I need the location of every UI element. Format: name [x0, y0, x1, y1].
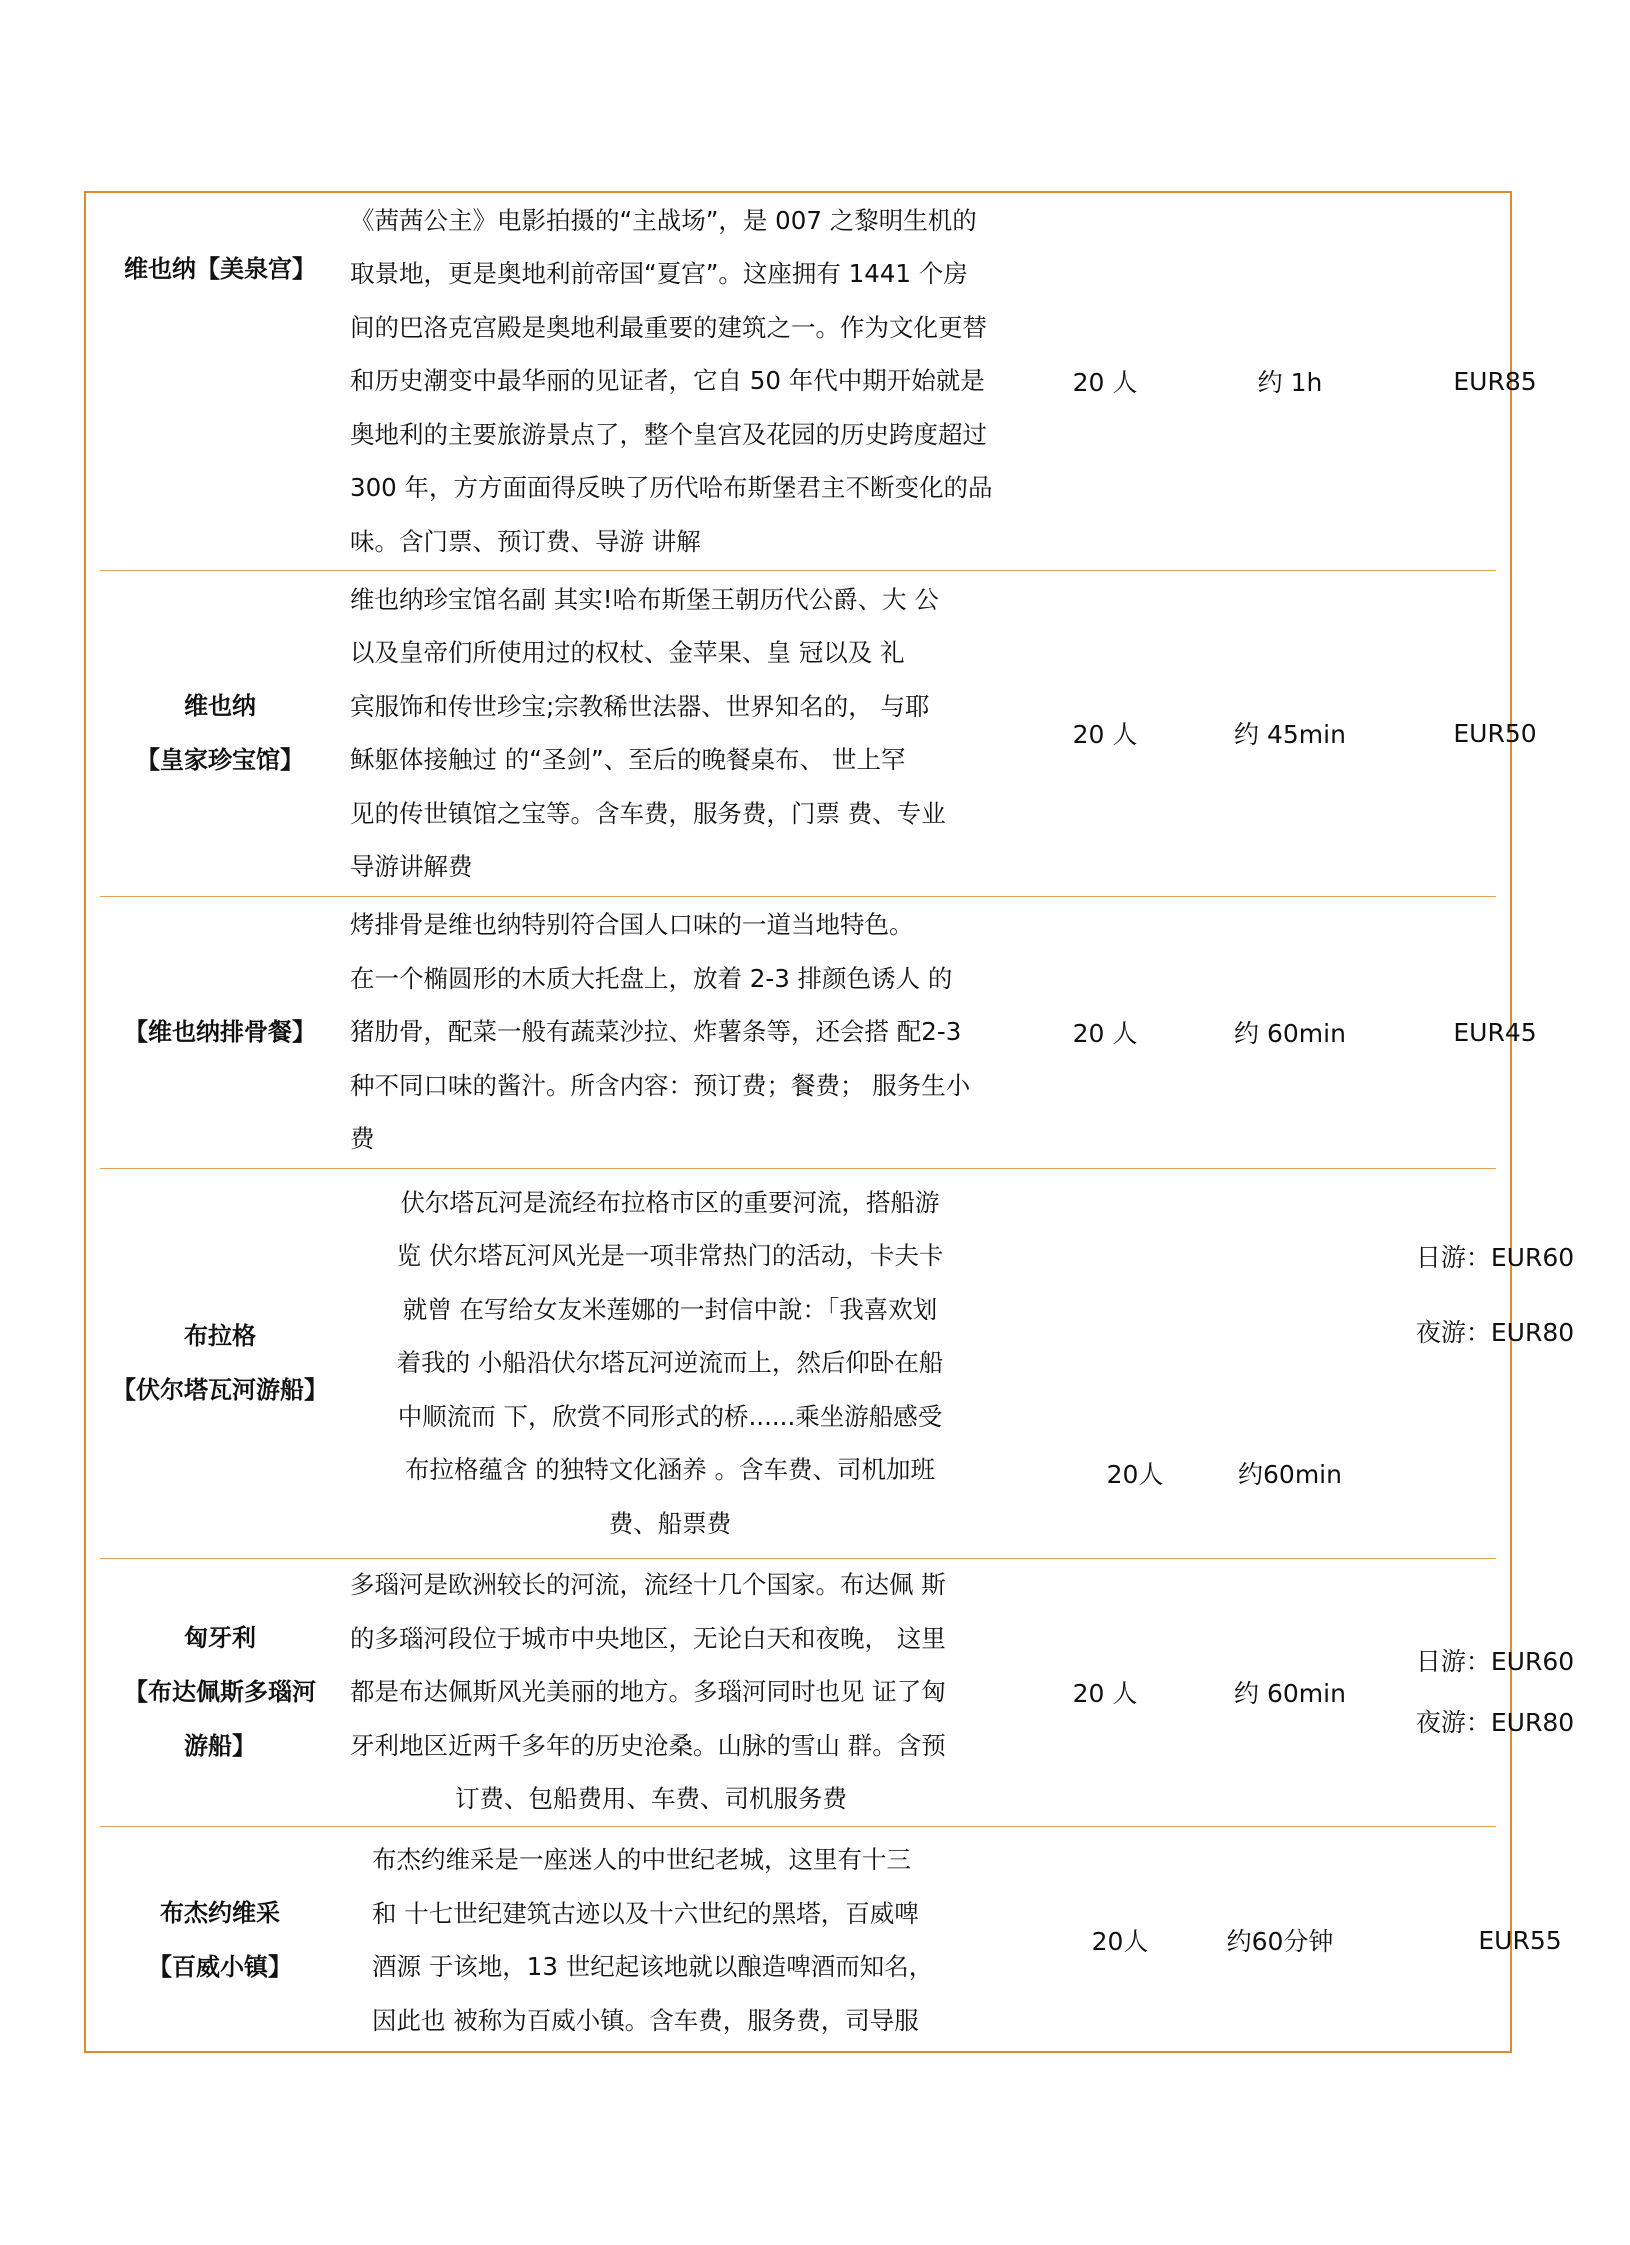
table-row: [100, 1828, 1562, 2052]
description-line: 的多瑙河段位于城市中央地区，无论白天和夜晚， 这里: [350, 1623, 946, 1653]
row-divider: [100, 570, 1496, 571]
attraction-description: [372, 1828, 1012, 2052]
description-line: 见的传世镇馆之宝等。含车费，服务费，门票 费、专业: [350, 798, 946, 828]
description-line: 导游讲解费: [350, 852, 473, 881]
attraction-name-line: 匈牙利: [184, 1624, 256, 1652]
attraction-name: [100, 1170, 340, 1556]
attraction-name-line: 【伏尔塔瓦河游船】: [112, 1376, 328, 1404]
attraction-description: [350, 194, 993, 568]
attraction-name: [100, 1828, 340, 2052]
attraction-name-line: 布杰约维采: [160, 1899, 280, 1927]
price-line: 夜游：EUR80: [1415, 1708, 1575, 1737]
people-count: 20人: [1106, 1460, 1164, 1489]
description-line: 种不同口味的酱汁。所含内容：预订费；餐费； 服务生小: [350, 1070, 971, 1100]
description-line: 和 十七世纪建筑古迹以及十六世纪的黑塔，百威啤: [372, 1898, 919, 1928]
attraction-name: [100, 572, 340, 894]
description-line: 布拉格蕴含 的独特文化涵养 。含车费、司机加班: [404, 1455, 936, 1485]
table-row: [100, 572, 1537, 894]
description-line: 就曾 在写给女友米莲娜的一封信中說：「我喜欢划: [402, 1294, 938, 1324]
description-line: 多瑙河是欧洲较长的河流，流经十几个国家。布达佩 斯: [350, 1570, 946, 1600]
table-row: [100, 1170, 1575, 1556]
description-line: 费、船票费: [608, 1508, 732, 1538]
price: [1410, 1828, 1630, 2052]
duration: 约 60min: [1234, 1679, 1346, 1708]
description-line: 中顺流而 下，欣赏不同形式的桥......乘坐游船感受: [397, 1401, 943, 1431]
price-line: EUR55: [1478, 1925, 1562, 1955]
price-line: EUR45: [1453, 1017, 1537, 1047]
attraction-description: [350, 898, 990, 1166]
description-line: 着我的 小船沿伏尔塔瓦河逆流而上，然后仰卧在船: [396, 1348, 944, 1378]
description-line: 间的巴洛克宫殿是奥地利最重要的建筑之一。作为文化更替: [350, 312, 987, 342]
duration: 约 60min: [1234, 1019, 1346, 1048]
price: [1385, 572, 1605, 894]
attraction-name-line: 游船】: [184, 1732, 256, 1760]
description-line: 稣躯体接触过 的“圣剑”、至后的晚餐桌布、 世上罕: [350, 745, 906, 774]
attraction-name-line: 【维也纳排骨餐】: [124, 1018, 316, 1046]
price-line: 夜游：EUR80: [1415, 1318, 1575, 1347]
attraction-name-line: 维也纳: [184, 692, 256, 720]
description-line: 布杰约维采是一座迷人的中世纪老城，这里有十三: [372, 1845, 911, 1874]
description-line: 酒源 于该地，13 世纪起该地就以酿造啤酒而知名，: [372, 1952, 934, 1981]
row-divider: [100, 1826, 1496, 1827]
description-line: 维也纳珍宝馆名副 其实!哈布斯堡王朝历代公爵、大 公: [350, 584, 939, 614]
description-line: 在一个椭圆形的木质大托盘上，放着 2-3 排颜色诱人 的: [350, 963, 953, 993]
description-line: 宾服饰和传世珍宝;宗教稀世法器、世界知名的， 与耶: [350, 691, 930, 721]
description-line: 猪肋骨，配菜一般有蔬菜沙拉、炸薯条等，还会搭 配2-3: [350, 1017, 962, 1047]
attraction-name: [100, 1560, 340, 1824]
price-line: 日游：EUR60: [1415, 1243, 1575, 1272]
description-line: 和历史潮变中最华丽的见证者，它自 50 年代中期开始就是: [350, 366, 985, 396]
attraction-description: [355, 1170, 985, 1556]
attraction-name-line: 维也纳【美泉宫】: [124, 255, 316, 283]
price-line: 日游：EUR60: [1415, 1647, 1575, 1676]
row-divider: [100, 1168, 1496, 1169]
table-row: [100, 898, 1537, 1166]
description-line: 烤排骨是维也纳特别符合国人口味的一道当地特色。: [350, 910, 914, 940]
description-line: 因此也 被称为百威小镇。含车费，服务费，司导服: [372, 2005, 919, 2035]
attraction-description: [350, 572, 990, 894]
description-line: 《茜茜公主》电影拍摄的“主战场”，是 007 之黎明生机的: [350, 205, 977, 235]
attraction-name-line: 【布达佩斯多瑙河: [124, 1678, 316, 1706]
description-line: 味。含门票、预订费、导游 讲解: [350, 526, 701, 556]
people-count: 20人: [1091, 1927, 1149, 1956]
description-line: 300 年，方方面面得反映了历代哈布斯堡君主不断变化的品: [350, 473, 993, 503]
people-count: 20 人: [1072, 368, 1138, 397]
attraction-name: [100, 194, 340, 344]
duration: 约 1h: [1257, 368, 1323, 397]
description-line: 费: [350, 1124, 375, 1154]
price: [1385, 1560, 1605, 1824]
duration: 约 45min: [1234, 720, 1346, 749]
attraction-name-line: 布拉格: [184, 1322, 256, 1350]
people-count: 20 人: [1072, 720, 1138, 749]
description-line: 都是布达佩斯风光美丽的地方。多瑙河同时也见 证了匈: [350, 1677, 946, 1707]
price: [1385, 194, 1605, 568]
row-divider: [100, 896, 1496, 897]
description-line: 以及皇帝们所使用过的权杖、金苹果、皇 冠以及 礼: [350, 638, 905, 667]
description-line: 牙利地区近两千多年的历史沧桑。山脉的雪山 群。含预: [350, 1730, 946, 1760]
attraction-description: [350, 1560, 990, 1824]
table-row: [100, 194, 1537, 568]
people-count: 20 人: [1072, 1679, 1138, 1708]
description-line: 取景地，更是奥地利前帝国“夏宫”。这座拥有 1441 个房: [350, 259, 968, 289]
price-line: EUR50: [1453, 718, 1537, 748]
description-line: 订费、包船费用、车费、司机服务费: [455, 1784, 847, 1814]
price-line: EUR85: [1453, 366, 1537, 396]
attraction-name-line: 【百威小镇】: [148, 1953, 292, 1981]
attraction-name: [100, 898, 340, 1166]
duration: 约60分钟: [1226, 1927, 1334, 1956]
people-count: 20 人: [1072, 1019, 1138, 1048]
duration: 约60min: [1238, 1460, 1342, 1489]
description-line: 览 伏尔塔瓦河风光是一项非常热门的活动，卡夫卡: [396, 1241, 944, 1271]
table-row: [100, 1560, 1575, 1824]
description-line: 奥地利的主要旅游景点了，整个皇宫及花园的历史跨度超过: [350, 419, 987, 449]
attraction-name-line: 【皇家珍宝馆】: [136, 746, 304, 774]
price: [1385, 1102, 1605, 1488]
description-line: 伏尔塔瓦河是流经布拉格市区的重要河流，搭船游: [400, 1187, 940, 1217]
